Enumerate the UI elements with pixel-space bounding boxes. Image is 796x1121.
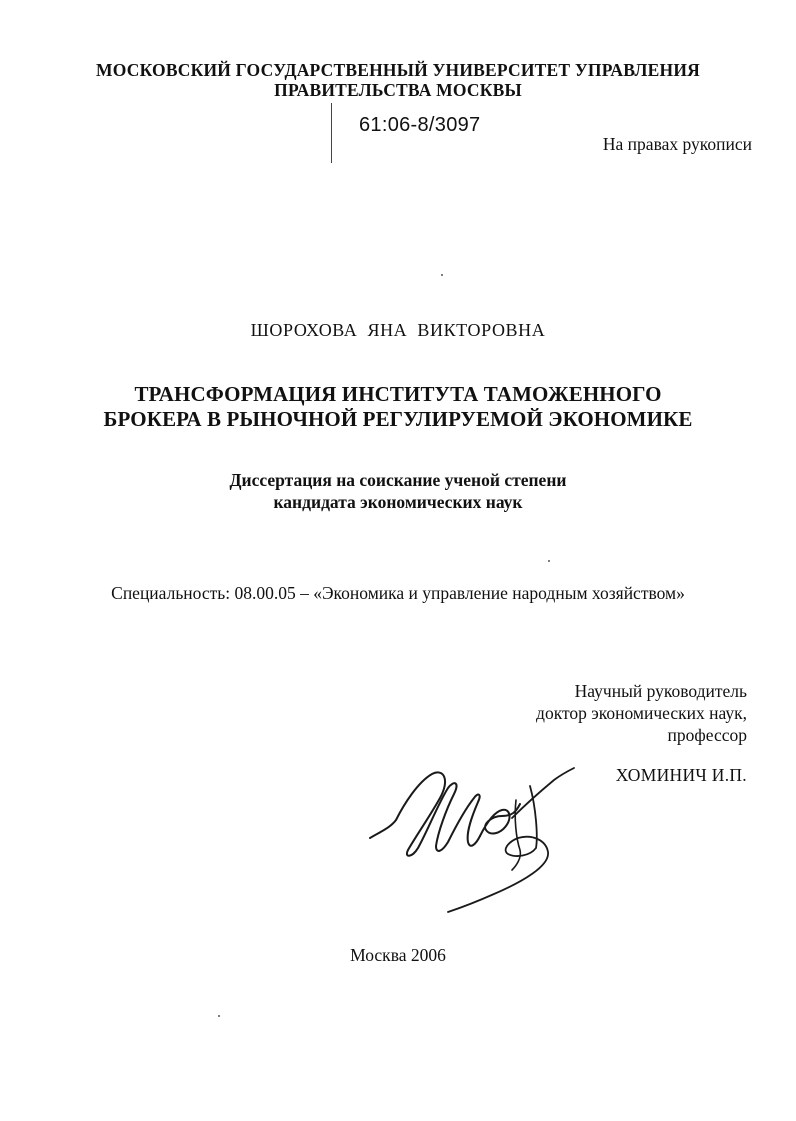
degree-line2: кандидата экономических наук (273, 492, 523, 512)
rights-note: На правах рукописи (602, 134, 752, 154)
catalog-code: 61:06-8/3097 (359, 114, 481, 136)
advisor-role: Научный руководитель (574, 681, 747, 701)
title-line1: ТРАНСФОРМАЦИЯ ИНСТИТУТА ТАМОЖЕННОГО (134, 382, 662, 406)
handwritten-signature (366, 758, 586, 916)
university-name-line1: МОСКОВСКИЙ ГОСУДАРСТВЕННЫЙ УНИВЕРСИТЕТ УПРАВЛЕНИЯ (96, 60, 700, 80)
advisor-block (440, 680, 747, 746)
advisor-degree: доктор экономических наук, (536, 703, 747, 723)
dissertation-title (0, 382, 796, 432)
university-name (0, 60, 796, 100)
advisor-rank: профессор (667, 725, 747, 745)
scan-speck (548, 560, 550, 562)
scan-speck (441, 274, 443, 276)
author-name: ШОРОХОВА ЯНА ВИКТОРОВНА (250, 320, 546, 340)
scan-speck (218, 1015, 220, 1017)
place-and-year: Москва 2006 (350, 945, 446, 965)
degree-line1: Диссертация на соискание ученой степени (229, 470, 567, 490)
university-name-line2: ПРАВИТЕЛЬСТВА МОСКВЫ (274, 80, 522, 100)
advisor-name: ХОМИНИЧ И.П. (615, 765, 747, 785)
margin-rule (331, 103, 332, 163)
title-line2: БРОКЕРА В РЫНОЧНОЙ РЕГУЛИРУЕМОЙ ЭКОНОМИКЕ (103, 407, 693, 431)
specialty: Специальность: 08.00.05 – «Экономика и управление народным хозяйством» (111, 583, 685, 603)
degree-statement (0, 469, 796, 513)
